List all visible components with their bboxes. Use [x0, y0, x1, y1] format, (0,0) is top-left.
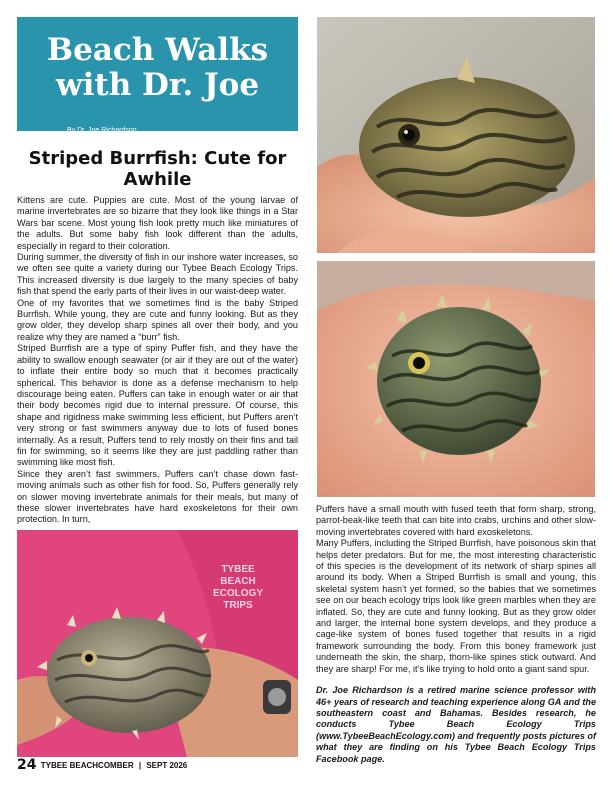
page-number: 24 — [17, 757, 37, 773]
footer-separator: | — [138, 761, 142, 770]
photo-adult-burrfish-held — [17, 530, 298, 757]
author-bio: Dr. Joe Richardson is a retired marine science professor with 46+ years of research and teaching experience along GA and the southeastern coast and Bahamas. Besides research, he conducts Tybee Beach Ecology Trips (www.TybeeBeachEcology.com) and frequently posts pictures of what they are finding on his Tybee Beach Ecology Trips Facebook page. — [316, 685, 596, 764]
paragraph: Many Puffers, including the Striped Burrfish, have poisonous skin that helps deter predators. But for me, the most interesting characteristic of this species is the development of its network of sharp spines all around its body. When a Striped Burrfish is small and young, this skeletal system hasn’t yet formed, so the babies that we sometimes see on our beach ecology trips look like green marbles when they are inflated. So, they are cute and funny looking. But as they grow older and larger, the internal bone system develops, and they produce a cage-like system of bones fused together that results in a rigid framework surrounding the body. From this boney framework just underneath the skin, the sharp, thorn-like spines stick outward. And they are sharp! For me, it’s like trying to hold onto a giant sand spur. — [316, 538, 596, 674]
banner-title-line2: with Dr. Joe — [55, 67, 260, 103]
banner-title-line1: Beach Walks — [46, 32, 269, 68]
shirt-logo-text-4: TRIPS — [223, 600, 253, 611]
issue-date: SEPT 2026 — [146, 761, 188, 770]
author-byline: By Dr. Joe Richardson — [67, 127, 137, 134]
article-headline: Striped Burrfish: Cute for Awhile — [28, 148, 287, 190]
paragraph: Striped Burrfish are a type of spiny Puffer fish, and they have the ability to swallow enough seawater (or air if they are out of the water) to inflate their entire body so much that it becomes practically spherical. This behavior is done as a defense mechanism to help discourage being eaten. Puffers can take in enough water or air that their body becomes rigid due to internal pressure. Of course, this shape and rigidness make swimming less efficient, but Puffers aren’t very strong or fast swimmers anyway due to lots of fused bones internally. As a result, Puffers tend to rely mostly on their fins and tail fin for swimming, so it seems like they are just paddling rather than swimming like most fish. — [17, 343, 298, 468]
column-banner — [17, 17, 298, 134]
page-footer — [17, 757, 317, 775]
paragraph: Puffers have a small mouth with fused teeth that form sharp, strong, parrot-beak-like teeth that can bite into crabs, urchins and other slow-moving invertebrates covered with hard exoskeletons. — [316, 504, 596, 537]
shirt-logo-text-3: ECOLOGY — [212, 588, 264, 599]
magazine-name: TYBEE BEACHCOMBER — [40, 761, 134, 770]
article-column-left — [17, 195, 298, 526]
paragraph: Kittens are cute. Puppies are cute. Most of the young larvae of marine invertebrates are so bizarre that they look like things in a Star Wars bar scene. Most young fish look pretty much like miniatures of the adults. But some baby fish look different than the adults, especially in regard to their coloration. — [17, 195, 298, 251]
photo-young-burrfish — [317, 17, 595, 253]
paragraph: One of my favorites that we sometimes find is the baby Striped Burrfish. While young, they are cute and funny looking. But as they grow older, they develop sharp spines all over their body, and you realize why they are named a “burr” fish. — [17, 297, 298, 342]
paragraph: During summer, the diversity of fish in our inshore water increases, so we often see quite a variety during our Tybee Beach Ecology Trips. This increased diversity is due largely to the many species of baby fish that spend the early parts of their lives in our waist-deep water. — [17, 252, 298, 297]
shirt-logo-text-2: BEACH — [220, 576, 256, 587]
shirt-logo-text-1: TYBEE — [221, 564, 255, 575]
photo-inflated-burrfish — [317, 261, 595, 497]
paragraph: Since they aren’t fast swimmers, Puffers can’t chase down fast-moving animals such as other fish for food. So, Puffers generally rely on slower moving invertebrate animals for their meals, but many of these slower invertebrates have hard exoskeletons for their own protection. In turn, — [17, 468, 298, 525]
article-column-right — [316, 504, 596, 765]
